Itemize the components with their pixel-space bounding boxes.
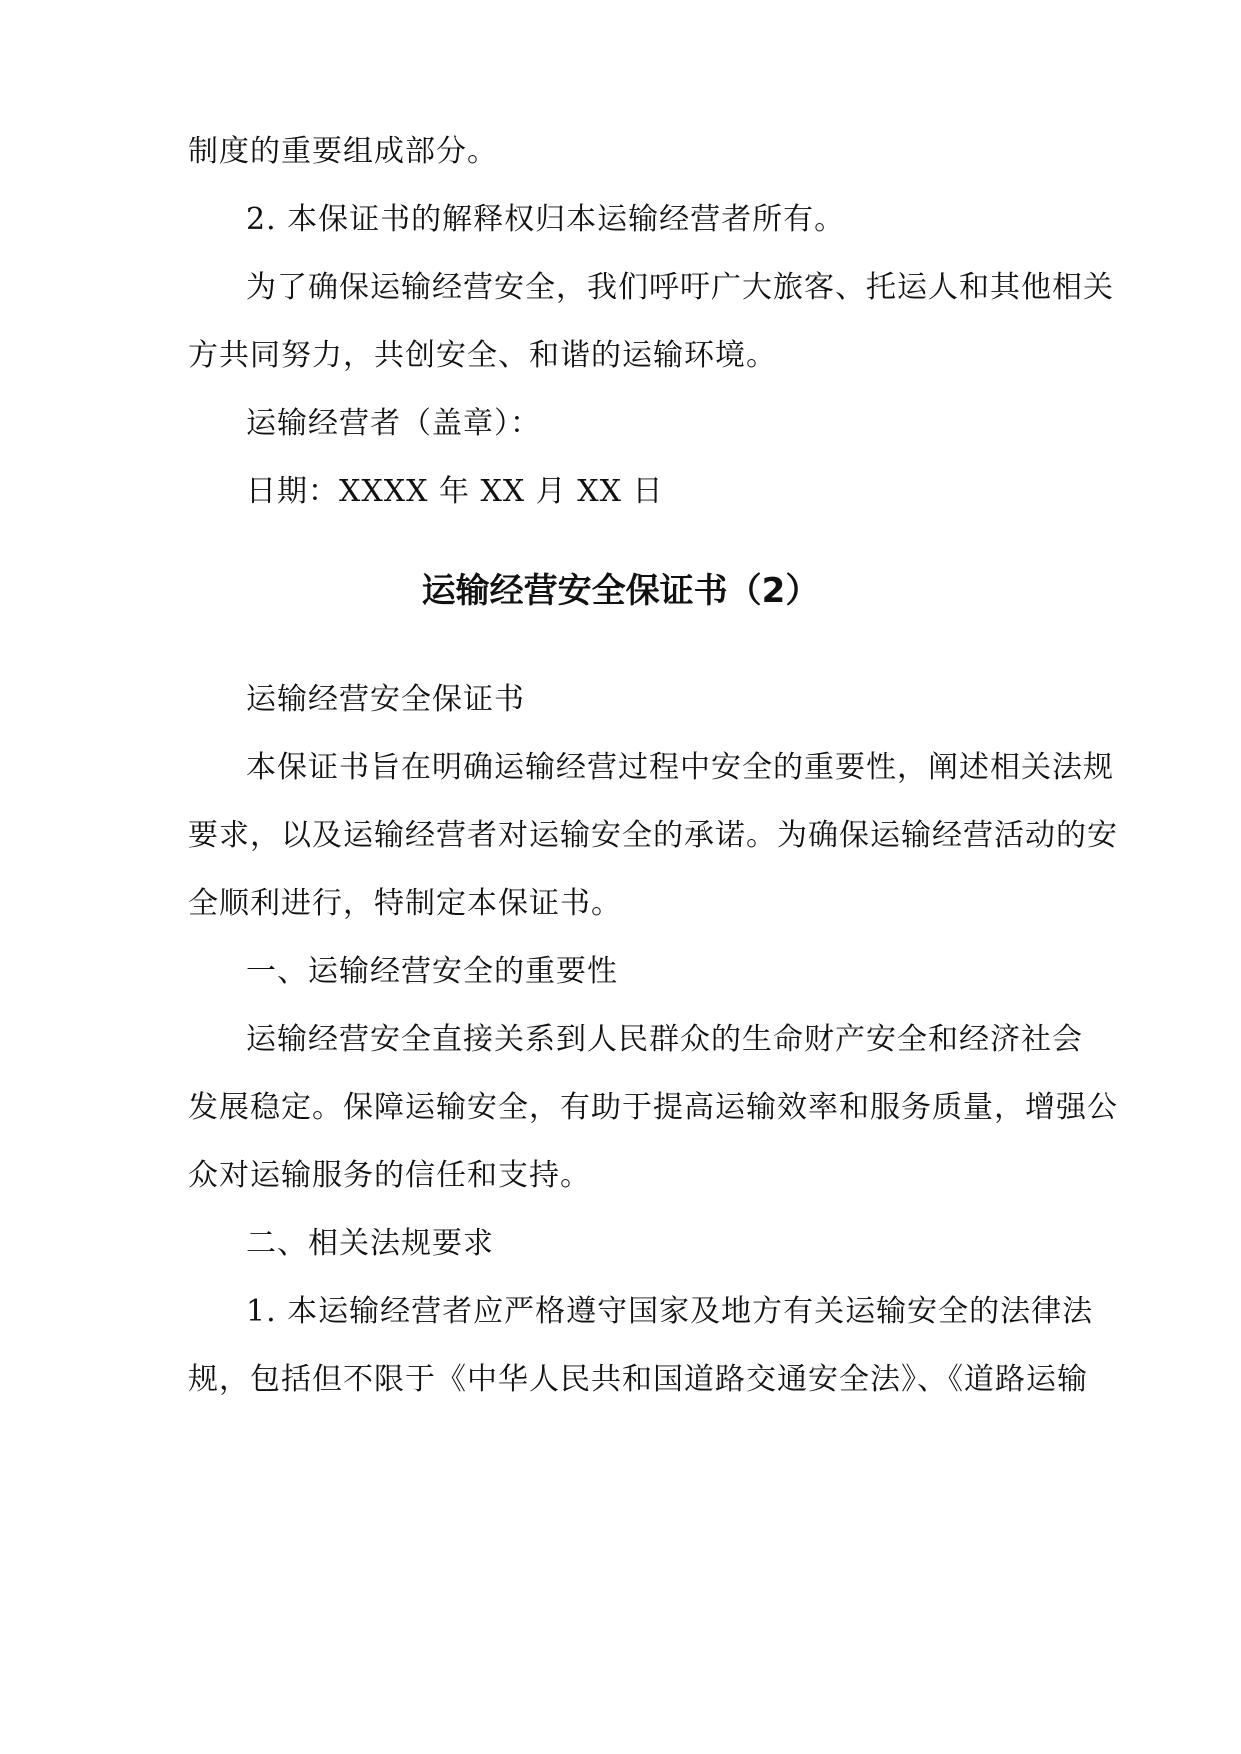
paragraph-line: 制度的重要组成部分。 [188,134,498,169]
paragraph-line: 运输经营安全直接关系到人民群众的生命财产安全和经济社会 [246,1022,1083,1057]
paragraph-line: 众对运输服务的信任和支持。 [188,1158,591,1193]
paragraph-line: 全顺利进行，特制定本保证书。 [188,886,622,921]
section-heading: 二、相关法规要求 [246,1226,494,1261]
paragraph-line: 规，包括但不限于《中华人民共和国道路交通安全法》、《道路运输 [188,1362,1088,1397]
signature-label: 运输经营者（盖章）： [246,406,541,441]
paragraph-line: 1. 本运输经营者应严格遵守国家及地方有关运输安全的法律法 [246,1294,1094,1329]
paragraph-line: 本保证书旨在明确运输经营过程中安全的重要性，阐述相关法规 [246,750,1114,785]
date-line: 日期：XXXX 年 XX 月 XX 日 [246,474,664,509]
paragraph-line: 要求，以及运输经营者对运输安全的承诺。为确保运输经营活动的安 [188,818,1118,853]
paragraph-line: 方共同努力，共创安全、和谐的运输环境。 [188,338,777,373]
document-subtitle: 运输经营安全保证书 [246,682,525,717]
paragraph-line: 发展稳定。保障运输安全，有助于提高运输效率和服务质量，增强公 [188,1090,1118,1125]
paragraph-line: 为了确保运输经营安全，我们呼吁广大旅客、托运人和其他相关 [246,270,1114,305]
paragraph-line: 2. 本保证书的解释权归本运输经营者所有。 [246,202,846,237]
section-title: 运输经营安全保证书（2） [421,571,820,611]
section-heading: 一、运输经营安全的重要性 [246,954,618,989]
